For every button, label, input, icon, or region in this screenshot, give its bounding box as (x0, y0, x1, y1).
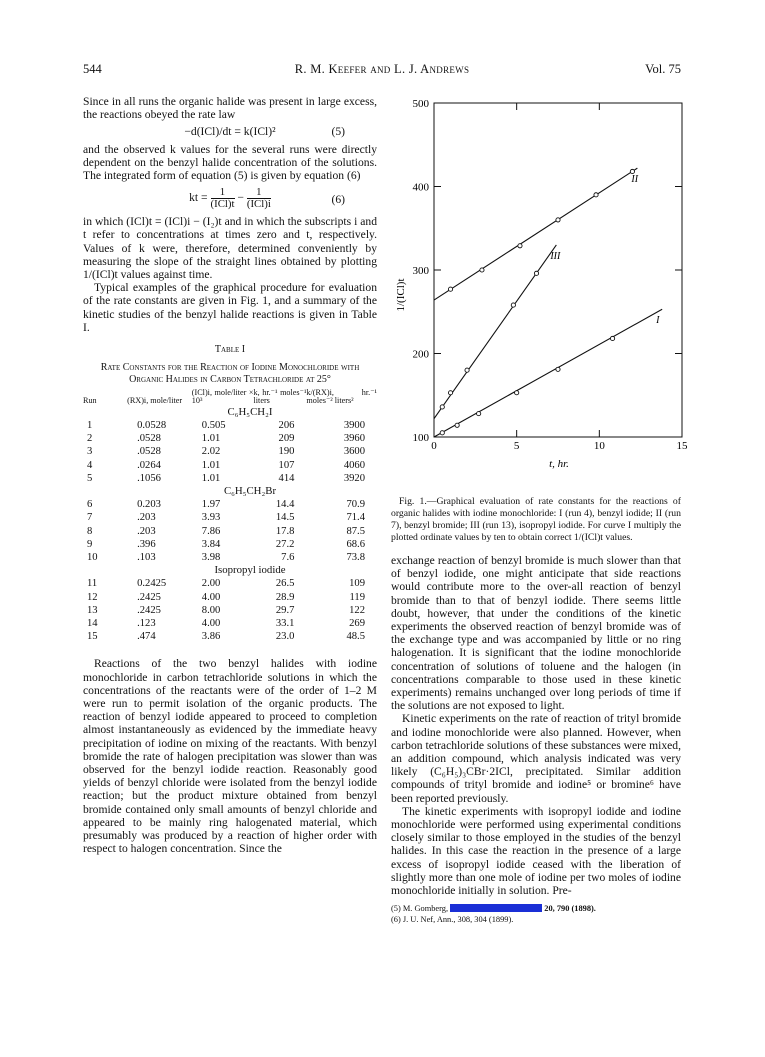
table-cell: 73.8 (346, 551, 365, 563)
column-header: (RX)i, mole/liter (127, 396, 183, 406)
paragraph: Typical examples of the graphical procedure for evaluation of the rate constants are given in Fig. 1, and a summary of the kinetic studies of the benzyl halide reactions is given in Table I. (83, 281, 377, 334)
numerator: 1 (247, 187, 271, 199)
table-row (83, 419, 377, 432)
table-cell: 3960 (343, 433, 365, 445)
data-point-II (480, 268, 484, 272)
table-cell: 1.01 (201, 472, 221, 484)
plot-frame (434, 103, 682, 437)
y-tick-label: 500 (412, 98, 429, 110)
table-cell: 122 (349, 604, 365, 616)
series-line-I (434, 309, 662, 437)
minus-sign: − (237, 191, 244, 205)
data-point-I (556, 367, 560, 371)
table-cell: .0528 (137, 433, 161, 445)
footnotes (391, 904, 681, 925)
footnote-6: (6) J. U. Nef, Ann., 308, 304 (1899). (391, 914, 514, 924)
table-cell: 0.2425 (137, 578, 167, 590)
table-cell: 269 (349, 617, 365, 629)
y-axis-label: 1/(ICl)t (395, 278, 407, 312)
table-cell: 68.6 (346, 538, 365, 550)
table-cell: .2425 (137, 604, 161, 616)
series-label: I (656, 315, 660, 327)
table-cell: 4.00 (201, 617, 221, 629)
table-cell: 10 (87, 551, 98, 563)
table-cell: 14.5 (275, 512, 295, 524)
table-cell: 0.505 (201, 419, 226, 431)
table-cell: 8.00 (201, 604, 221, 616)
table-title: Rate Constants for the Reaction of Iodine Monochloride with Organic Halides in Carbon Tetrachloride at 25° (100, 361, 360, 386)
table-row (83, 577, 377, 590)
table-cell: 0.0528 (137, 419, 167, 431)
table-cell: 3.98 (201, 551, 221, 563)
paragraph: Since in all runs the organic halide was present in large excess, the reactions obeyed the rate law (83, 95, 377, 122)
table-group-label: C₆H₅CH₂Br (223, 484, 277, 497)
table-cell: 33.1 (275, 617, 295, 629)
series-label: II (631, 174, 639, 186)
y-tick-label: 200 (412, 348, 429, 361)
table-cell: 109 (349, 578, 365, 590)
denominator: (ICl)i (246, 198, 271, 211)
table-cell: 12 (87, 591, 98, 603)
table-cell: 1 (87, 419, 93, 431)
table-cell: 29.7 (275, 604, 295, 616)
table-row (83, 630, 377, 643)
data-point-I (610, 336, 614, 340)
table-group-row (83, 564, 377, 577)
left-column (83, 95, 377, 855)
table-row (83, 445, 377, 458)
table-row (83, 538, 377, 551)
table-cell: .2425 (137, 591, 161, 603)
table-cell: .0528 (137, 446, 161, 458)
table-cell: 9 (87, 538, 93, 550)
table-cell: 70.9 (346, 499, 365, 511)
table-label: Table I (214, 344, 246, 356)
table-cell: 206 (278, 419, 295, 431)
table-cell: 0.203 (137, 499, 161, 511)
equation-number: (6) (331, 193, 345, 207)
table-cell: 209 (278, 433, 295, 445)
table-cell: 414 (278, 472, 295, 484)
y-tick-label: 400 (412, 181, 429, 194)
table-row (83, 459, 377, 472)
table-cell: 17.8 (275, 525, 295, 537)
rate-constants-table (83, 389, 377, 644)
fraction (211, 187, 235, 210)
right-column (391, 496, 681, 925)
data-point-I (515, 391, 519, 395)
table-cell: .123 (137, 617, 156, 629)
table-cell: 2.02 (201, 446, 221, 458)
x-axis-label: t, hr. (549, 458, 569, 470)
y-tick-label: 100 (412, 432, 429, 444)
table-cell: .203 (137, 512, 156, 524)
fraction (247, 187, 271, 210)
table-cell: .203 (137, 525, 156, 537)
data-point-II (630, 169, 634, 173)
equation-lhs: kt = (189, 191, 208, 205)
footnote-text: (5) M. Gomberg, (391, 904, 449, 914)
data-point-III (440, 405, 444, 409)
table-cell: 3920 (343, 472, 365, 484)
paragraph: and the observed k values for the several runs were directly dependent on the benzyl halide concentration of the solutions. The integrated form of equation (5) is given by equation (6) (83, 142, 377, 183)
table-group-row (83, 485, 377, 498)
table-cell: 190 (278, 446, 295, 458)
table-cell: 28.9 (275, 591, 295, 603)
numerator: 1 (211, 187, 235, 199)
x-tick-label: 5 (513, 440, 520, 452)
data-point-III (448, 391, 452, 395)
x-tick-label: 0 (431, 440, 437, 452)
table-cell: 15 (87, 631, 98, 643)
table-row (83, 432, 377, 445)
y-tick-label: 300 (412, 265, 429, 277)
table-cell: 13 (87, 604, 98, 616)
table-cell: 71.4 (346, 512, 365, 524)
table-cell: 3.93 (201, 512, 221, 524)
table-cell: 3 (87, 446, 93, 458)
table-cell: 6 (87, 499, 93, 511)
x-tick-label: 10 (593, 440, 605, 452)
paragraph: Reactions of the two benzyl halides with iodine monochloride in carbon tetrachloride solutions in which the concentrations of the reactants were of the order of 1–2 M were run to permit isolation of the organic products. The reaction of benzyl iodide appeared to proceed to completion almost instantaneously as evidenced by the immediate heavy precipitation of iodine on mixing of the reactants. With benzyl bromide the rate of halogen precipitation was slower than was observed for the benzyl iodide reaction. Reasonably good yields of benzyl chloride were isolated from the benzyl iodide reaction; but the product mixture obtained from benzyl bromide contained only small amounts of benzyl chloride and appeared to be mainly ring halogenated material, which presumably was produced by a reaction of higher order with respect to halogen concentration. Since the (83, 657, 377, 856)
data-point-I (455, 423, 459, 427)
table-cell: 2 (87, 433, 93, 445)
table-row (83, 498, 377, 511)
footnote-5 (391, 904, 681, 915)
rate-plot (391, 96, 691, 476)
table-row (83, 472, 377, 485)
series-label: III (550, 250, 561, 262)
table-row (83, 617, 377, 630)
page-number: 544 (83, 62, 102, 76)
table-cell: 7.86 (201, 525, 221, 537)
paragraph: The kinetic experiments with isopropyl iodide and iodine monochloride were performed using experimental conditions closely similar to those employed in the studies of the benzyl halides. In this case the reaction in the presence of a large excess of isopropyl iodide ceased with the liberation of slightly more than one mole of iodine per two moles of iodine monochloride initially in solution. Pre- (391, 804, 681, 898)
redaction-bar (450, 904, 542, 912)
data-point-I (440, 431, 444, 435)
table-caption (83, 344, 377, 387)
table-row (83, 591, 377, 604)
table-cell: 2.00 (201, 578, 221, 590)
equation-6 (83, 187, 377, 210)
column-header: Run (83, 396, 97, 406)
data-point-II (594, 193, 598, 197)
table-row (83, 551, 377, 564)
table-cell: 5 (87, 472, 93, 484)
data-point-III (465, 368, 469, 372)
table-group-label: Isopropyl iodide (214, 564, 286, 577)
paragraph: Kinetic experiments on the rate of reaction of trityl bromide and iodine monochloride were also planned. However, when carbon tetrachloride solutions of these substances were mixed, an addition compound, which analysis indicated was very likely (C₆H₅)₃CBr·2ICl, precipitated. Similar addition compounds of trityl bromide and iodine⁵ or bromine⁶ have been reported previously. (391, 712, 681, 805)
table-cell: 107 (278, 459, 295, 471)
series-line-II (434, 168, 637, 300)
equation-number: (5) (331, 125, 345, 139)
data-point-III (534, 271, 538, 275)
table-group-label: C₆H₅CH₂I (227, 405, 273, 418)
column-header: (ICl)i, mole/liter × 10³ (191, 387, 254, 406)
running-authors: R. M. Keefer and L. J. Andrews (294, 62, 470, 76)
table-cell: .474 (137, 631, 156, 643)
table-cell: .396 (137, 538, 156, 550)
table-cell: 3600 (343, 446, 365, 458)
volume-label: Vol. 75 (645, 62, 681, 76)
table-cell: 8 (87, 525, 93, 537)
paragraph: in which (ICl)t = (ICl)i − (I₂)t and in which the subscripts i and t refer to concentrations at times zero and t, respectively. Values of k were, therefore, determined conveniently by measuring the slope of the straight lines obtained by plotting 1/(ICl)t values against time. (83, 215, 377, 282)
table-cell: .1056 (137, 472, 161, 484)
column-header: k, hr.⁻¹ moles⁻¹ liters (253, 387, 307, 406)
table-cell: 14.4 (275, 499, 295, 511)
data-point-II (556, 218, 560, 222)
table-cell: 48.5 (346, 631, 365, 643)
table-cell: 3.86 (201, 631, 221, 643)
table-cell: 4 (87, 459, 93, 471)
table-row (83, 511, 377, 524)
data-point-III (511, 303, 515, 307)
equation-body: −d(ICl)/dt = k(ICl)² (184, 125, 276, 139)
data-point-I (477, 412, 481, 416)
x-tick-label: 15 (676, 440, 688, 452)
table-group-row (83, 406, 377, 419)
table-cell: .103 (137, 551, 156, 563)
equation-5 (83, 125, 377, 138)
table-cell: .0264 (137, 459, 161, 471)
table-cell: 7 (87, 512, 93, 524)
table-cell: 26.5 (275, 578, 295, 590)
table-cell: 11 (87, 578, 98, 590)
table-row (83, 525, 377, 538)
table-row (83, 604, 377, 617)
table-cell: 87.5 (346, 525, 365, 537)
denominator: (ICl)t (210, 198, 235, 211)
table-cell: 4.00 (201, 591, 221, 603)
table-cell: 3900 (343, 419, 365, 431)
data-point-II (448, 287, 452, 291)
table-cell: 1.01 (201, 433, 221, 445)
table-cell: 7.6 (281, 551, 295, 563)
table-cell: 3.84 (201, 538, 221, 550)
table-cell: 119 (349, 591, 365, 603)
column-header: k/(RX)i, hr.⁻¹ moles⁻² liters² (306, 387, 377, 406)
table-cell: 27.2 (275, 538, 295, 550)
paragraph: exchange reaction of benzyl bromide is much slower than that of benzyl iodide, one might anticipate that side reactions would contribute more to the over-all reaction of benzyl bromide than to that of benzyl iodide. There seems little doubt, however, that under the conditions of the kinetic experiments the observed reaction of benzyl bromide was of the exchange type and was accompanied by little or no ring halogenation. It is significant that the iodine monochloride concentration of solutions of toluene and the halogen (in concentrations comparable to those used in these kinetic experiments) remains unchanged over long periods of time if the solutions are not exposed to light. (391, 554, 681, 713)
table-cell: 1.01 (201, 459, 221, 471)
figure-caption: Fig. 1.—Graphical evaluation of rate constants for the reactions of organic halides with iodine monochloride: I (run 4), benzyl iodide; II (run 7), benzyl bromide; III (run 13), isopropyl iodide. For curve I multiply the plotted ordinate values by ten to obtain correct 1/(ICl)t values. (391, 496, 681, 543)
table-cell: 1.97 (201, 499, 221, 511)
footnote-text: 20, 790 (1898). (544, 904, 596, 914)
data-point-II (518, 244, 522, 248)
table-cell: 14 (87, 617, 98, 629)
table-cell: 23.0 (275, 631, 295, 643)
table-cell: 4060 (343, 459, 365, 471)
